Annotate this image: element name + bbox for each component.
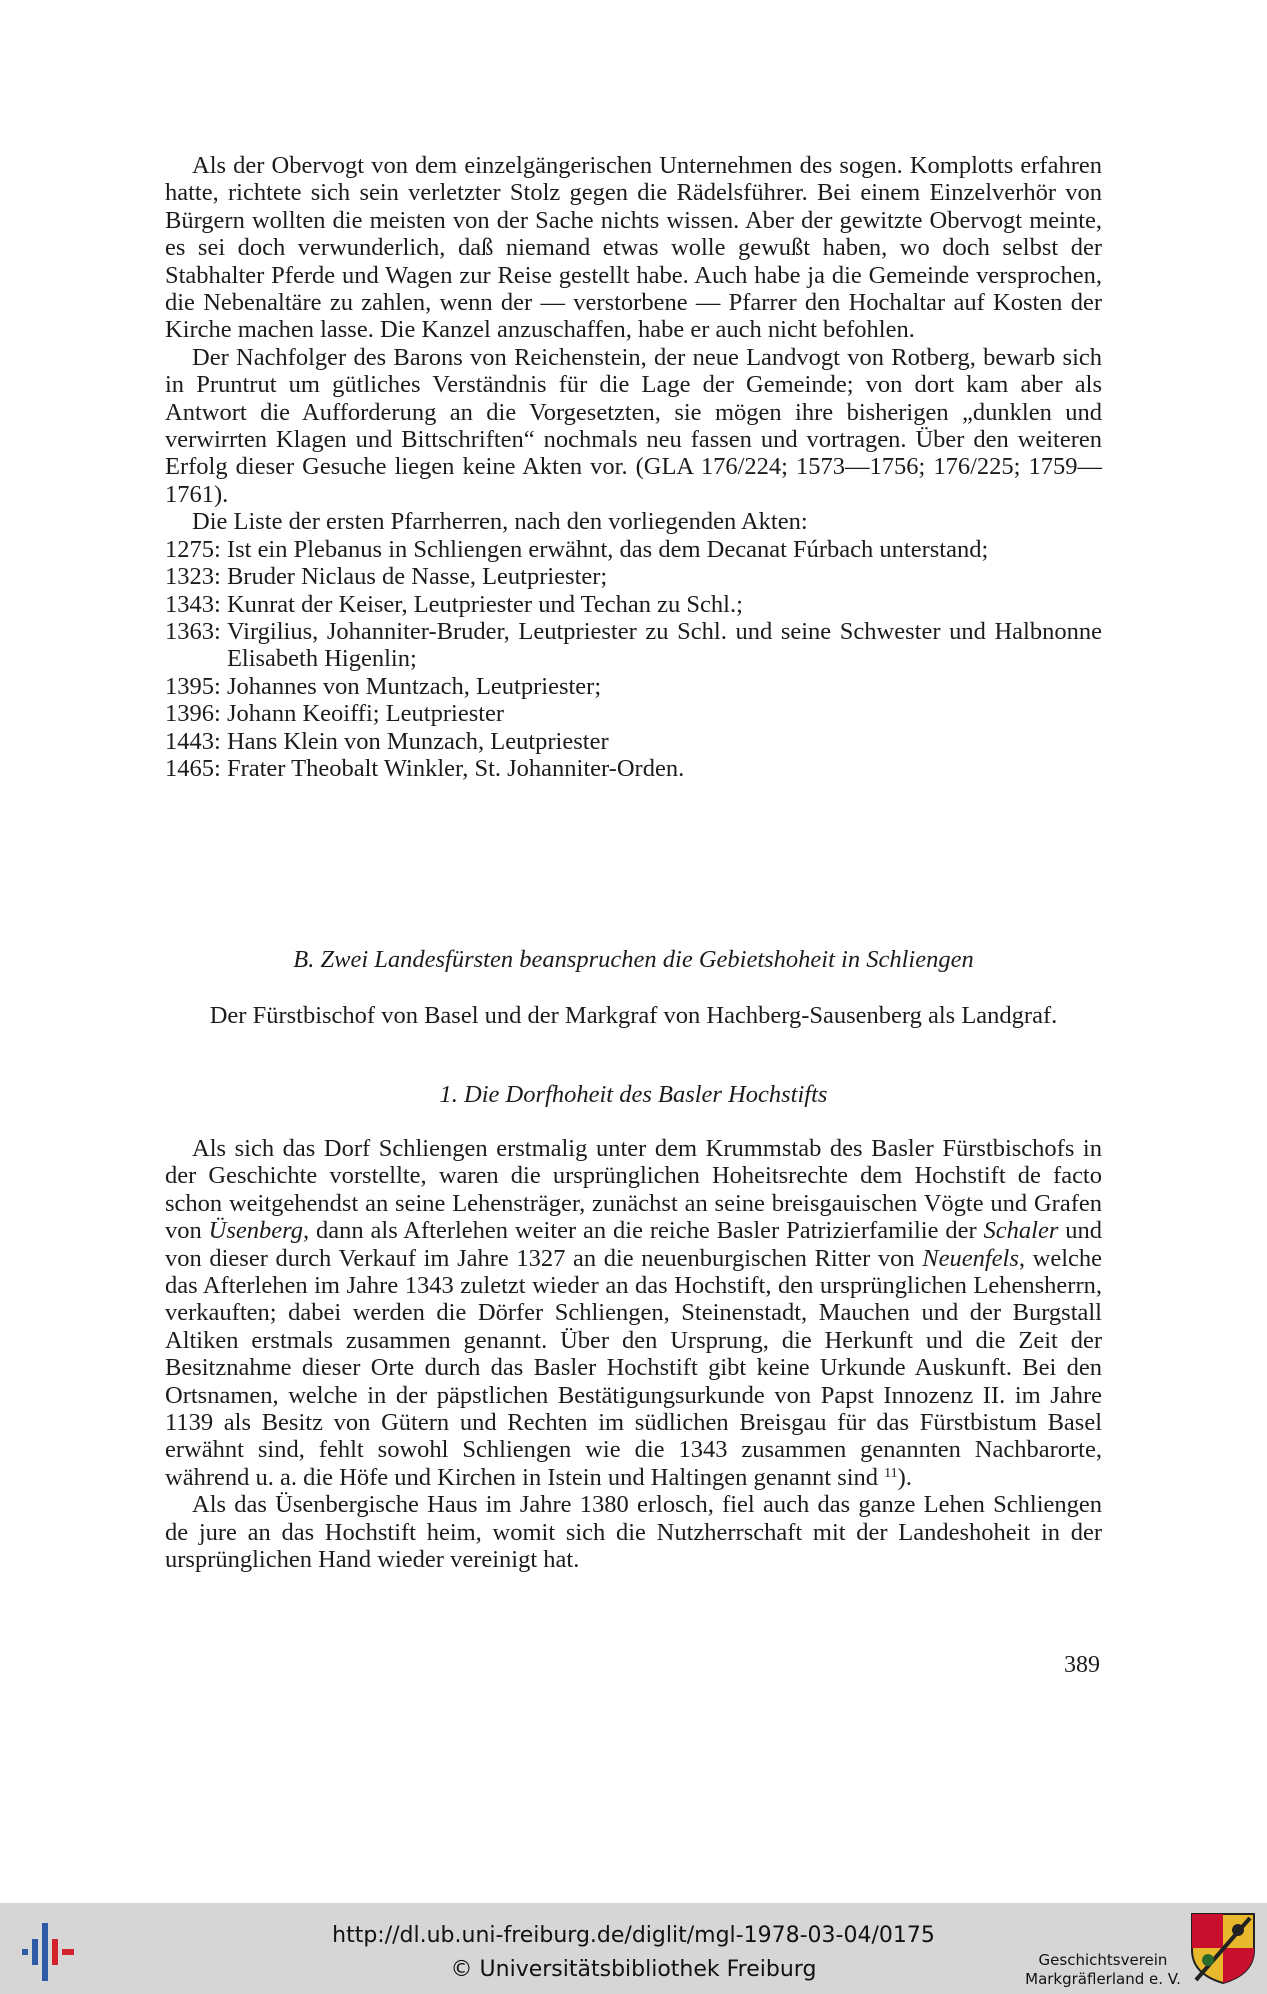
emphasis-text: Schaler: [983, 1217, 1059, 1245]
list-item-text: Ist ein Plebanus in Schliengen erwähnt, das dem Decanat Fúrbach unterstand;: [226, 535, 989, 563]
list-item-text: Frater Theobalt Winkler, St. Johanniter-Orden.: [226, 754, 685, 782]
list-item-year: 1275:: [165, 535, 221, 563]
list-item-year: 1465:: [165, 754, 221, 782]
coat-of-arms-icon: [1188, 1910, 1258, 1986]
emphasis-text: Üsenberg,: [208, 1217, 310, 1245]
section-subtitle: Der Fürstbischof von Basel und der Markgraf von Hachberg-Sausenberg als Landgraf.: [209, 1002, 1058, 1029]
list-item: [165, 618, 1102, 673]
list-item-year: 1395:: [165, 672, 221, 700]
list-item-text: Johannes von Muntzach, Leutpriester;: [226, 672, 602, 700]
list-item-year: 1323:: [165, 563, 221, 591]
body-paragraph-1: Als der Obervogt von dem einzelgängerischen Unternehmen des sogen. Komplotts erfahren hatte, richtete sich sein verletzter Stolz gegen die Rädelsführer. Bei einem Einzelverhör von Bürgern wollten die meisten von der Sache nichts wissen. Aber der gewitzte Obervogt meinte, es sei doch verwunderlich, daß niemand etwas wolle gewußt haben, wo doch selbst der Stabhalter Pferde und Wagen zur Reise gestellt habe. Auch habe ja die Gemeinde versprochen, die Nebenaltäre zu zahlen, wenn der — verstorbene — Pfarrer den Hochaltar auf Kosten der Kirche machen lasse. Die Kanzel anzuschaffen, habe er auch nicht befohlen.: [165, 152, 1102, 344]
footer-copyright: © Universitätsbibliothek Freiburg: [450, 1957, 817, 1982]
list-item-text: Johann Keoiffi; Leutpriester: [226, 700, 505, 728]
text-run: Als sich das Dorf Schliengen erstmalig unter dem Krummstab des Basler Fürstbischofs in der Geschichte vorstellte, waren die ursprünglichen Hoheitsrechte dem Hochstift de facto schon weitgehendst an seine Lehensträger, zunächst an seine breisgauischen Vögte und Grafen von: [165, 1135, 1102, 1245]
pastor-list: [165, 536, 1102, 783]
footer-url-link[interactable]: http://dl.ub.uni-freiburg.de/diglit/mgl-1978-03-04/0175: [332, 1923, 935, 1948]
footer-bar: [0, 1903, 1267, 1994]
list-item: [165, 536, 1102, 563]
list-item-year: 1443:: [165, 727, 221, 755]
list-item-text: Bruder Niclaus de Nasse, Leutpriester;: [226, 563, 608, 591]
list-item: [165, 728, 1102, 755]
list-item: [165, 700, 1102, 727]
emphasis-text: Neuenfels,: [922, 1244, 1026, 1272]
subsection-heading: 1. Die Dorfhoheit des Basler Hochstifts: [439, 1081, 828, 1108]
body-paragraph-2: Der Nachfolger des Barons von Reichenstein, der neue Landvogt von Rotberg, bewarb sich in Pruntrut um gütliches Verständnis für die Lage der Gemeinde; von dort kam aber als Antwort die Aufforderung an die Vorgesetzten, sie mögen ihre bisherigen „dunklen und verwirrten Klagen und Bittschriften“ nochmals neu fassen und vortragen. Über den weiteren Erfolg dieser Gesuche liegen keine Akten vor. (GLA 176/224; 1573—1756; 176/225; 1759—1761).: [165, 343, 1102, 508]
text-run: ).: [897, 1463, 912, 1491]
list-intro: Die Liste der ersten Pfarrherren, nach den vorliegenden Akten:: [192, 508, 808, 536]
body-paragraph-3: [165, 1135, 1102, 1491]
list-item: [165, 755, 1102, 782]
footer-society-name: [1018, 1951, 1188, 1989]
list-item-text: Virgilius, Johanniter-Bruder, Leutpriester zu Schl. und seine Schwester und Halbnonne Elisabeth Higenlin;: [226, 617, 1102, 673]
list-item-year: 1363:: [165, 617, 221, 645]
list-item: [165, 591, 1102, 618]
list-item-year: 1396:: [165, 700, 221, 728]
main-text-block-2: [165, 1135, 1102, 1574]
list-item: [165, 673, 1102, 700]
list-item-year: 1343:: [165, 590, 221, 618]
list-item-text: Hans Klein von Munzach, Leutpriester: [226, 727, 609, 755]
list-item-text: Kunrat der Keiser, Leutpriester und Techan zu Schl.;: [226, 590, 743, 618]
text-run: und von dieser durch Verkauf im Jahre 1327 an die neuenburgischen Ritter von: [165, 1217, 1102, 1272]
main-text-block: [165, 152, 1102, 782]
page-number: 389: [1064, 1652, 1100, 1678]
body-paragraph-4: Als das Üsenbergische Haus im Jahre 1380 erlosch, fiel auch das ganze Lehen Schliengen de jure an das Hochstift heim, womit sich die Nutzherrschaft mit der Landeshoheit in der ursprünglichen Hand wieder vereinigt hat.: [165, 1491, 1102, 1574]
society-line-2: Markgräflerland e. V.: [1025, 1970, 1181, 1988]
section-heading: B. Zwei Landesfürsten beanspruchen die Gebietshoheit in Schliengen: [293, 946, 974, 973]
list-item: [165, 563, 1102, 590]
footnote-marker: 11: [884, 1465, 898, 1481]
text-run: dann als Afterlehen weiter an die reiche Basler Patrizierfamilie der: [309, 1217, 984, 1245]
text-run: welche das Afterlehen im Jahre 1343 zuletzt wieder an das Hochstift, den ursprünglichen Lehensherrn, verkauften; dabei werden die Dörfer Schliengen, Steinenstadt, Mauchen und der Burgstall Altiken erstmals zusammen genannt. Über den Ursprung, die Herkunft und die Zeit der Besitznahme dieser Orte durch das Basler Hochstift gibt keine Urkunde Auskunft. Bei den Ortsnamen, welche in der päpstlichen Bestätigungsurkunde von Papst Innozenz II. im Jahre 1139 als Besitz von Gütern und Rechten im südlichen Breisgau für das Fürstbistum Basel erwähnt sind, fehlt sowohl Schliengen wie die 1343 zusammen genannten Nachbarorte, während u. a. die Höfe und Kirchen in Istein und Haltingen genannt sind: [165, 1244, 1103, 1491]
society-line-1: Geschichtsverein: [1038, 1951, 1168, 1969]
